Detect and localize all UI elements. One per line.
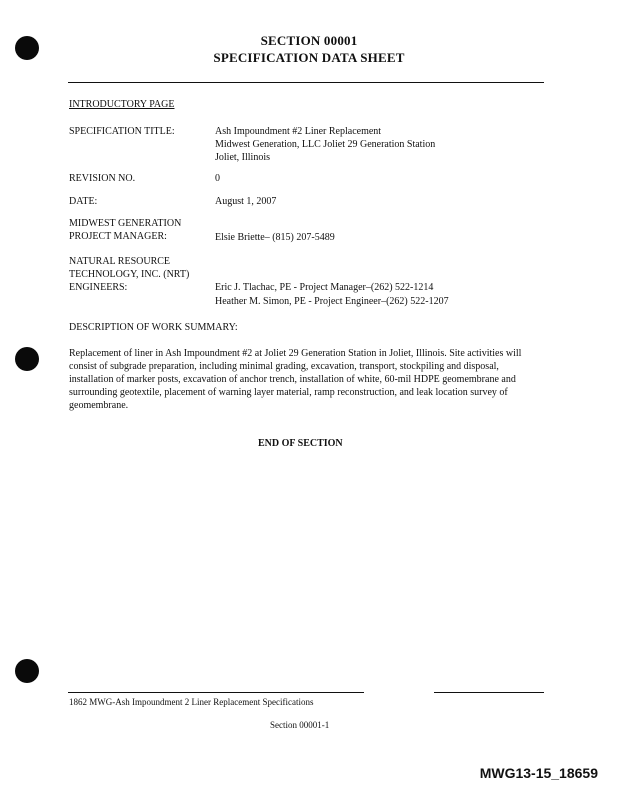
- revision-label: REVISION NO.: [69, 173, 136, 184]
- footer-rule-right: [434, 692, 544, 693]
- bates-stamp: MWG13-15_18659: [479, 765, 598, 781]
- document-title: SPECIFICATION DATA SHEET: [213, 50, 405, 65]
- revision-value: 0: [215, 173, 220, 184]
- end-of-section: END OF SECTION: [258, 438, 343, 449]
- binder-hole-bottom: [15, 659, 39, 683]
- spec-title-line: Joliet, Illinois: [215, 152, 270, 163]
- date-label: DATE:: [69, 196, 98, 207]
- date-value: August 1, 2007: [215, 196, 277, 207]
- footer-page-number: Section 00001-1: [270, 720, 330, 730]
- engineer-entry: Eric J. Tlachac, PE - Project Manager–(262) 522-1214: [215, 282, 434, 293]
- footer-document-name: 1862 MWG-Ash Impoundment 2 Liner Replacement Specifications: [69, 697, 314, 707]
- summary-paragraph: Replacement of liner in Ash Impoundment #2 at Joliet 29 Generation Station in Joliet, Illinois. Site activities will consist of subgrade preparation, including minimal grading, excavation, transport, stockpiling and disposal, installation of marker posts, excavation of anchor trench, installation of white, 60-mil HDPE geomembrane and surrounding geotextile, placement of warning layer material, ramp reconstruction, and leak location survey of geomembrane.: [69, 348, 522, 411]
- engineers-label: NATURAL RESOURCE: [69, 256, 171, 267]
- engineer-entry: Heather M. Simon, PE - Project Engineer–(262) 522-1207: [215, 296, 449, 307]
- engineers-label: ENGINEERS:: [69, 282, 128, 293]
- footer-rule: [68, 692, 364, 693]
- binder-hole-middle: [15, 347, 39, 371]
- project-manager-label: MIDWEST GENERATION: [69, 218, 182, 229]
- spec-title-line: Ash Impoundment #2 Liner Replacement: [215, 126, 382, 137]
- project-manager-value: Elsie Briette– (815) 207-5489: [215, 232, 335, 243]
- header-rule: [68, 82, 544, 83]
- intro-label: INTRODUCTORY PAGE: [69, 99, 175, 110]
- spec-title-label: SPECIFICATION TITLE:: [69, 126, 175, 137]
- summary-label: DESCRIPTION OF WORK SUMMARY:: [69, 322, 238, 333]
- project-manager-label: PROJECT MANAGER:: [69, 231, 167, 242]
- section-heading: SECTION 00001: [260, 33, 358, 48]
- engineers-label: TECHNOLOGY, INC. (NRT): [69, 269, 190, 280]
- spec-title-line: Midwest Generation, LLC Joliet 29 Generation Station: [215, 139, 436, 150]
